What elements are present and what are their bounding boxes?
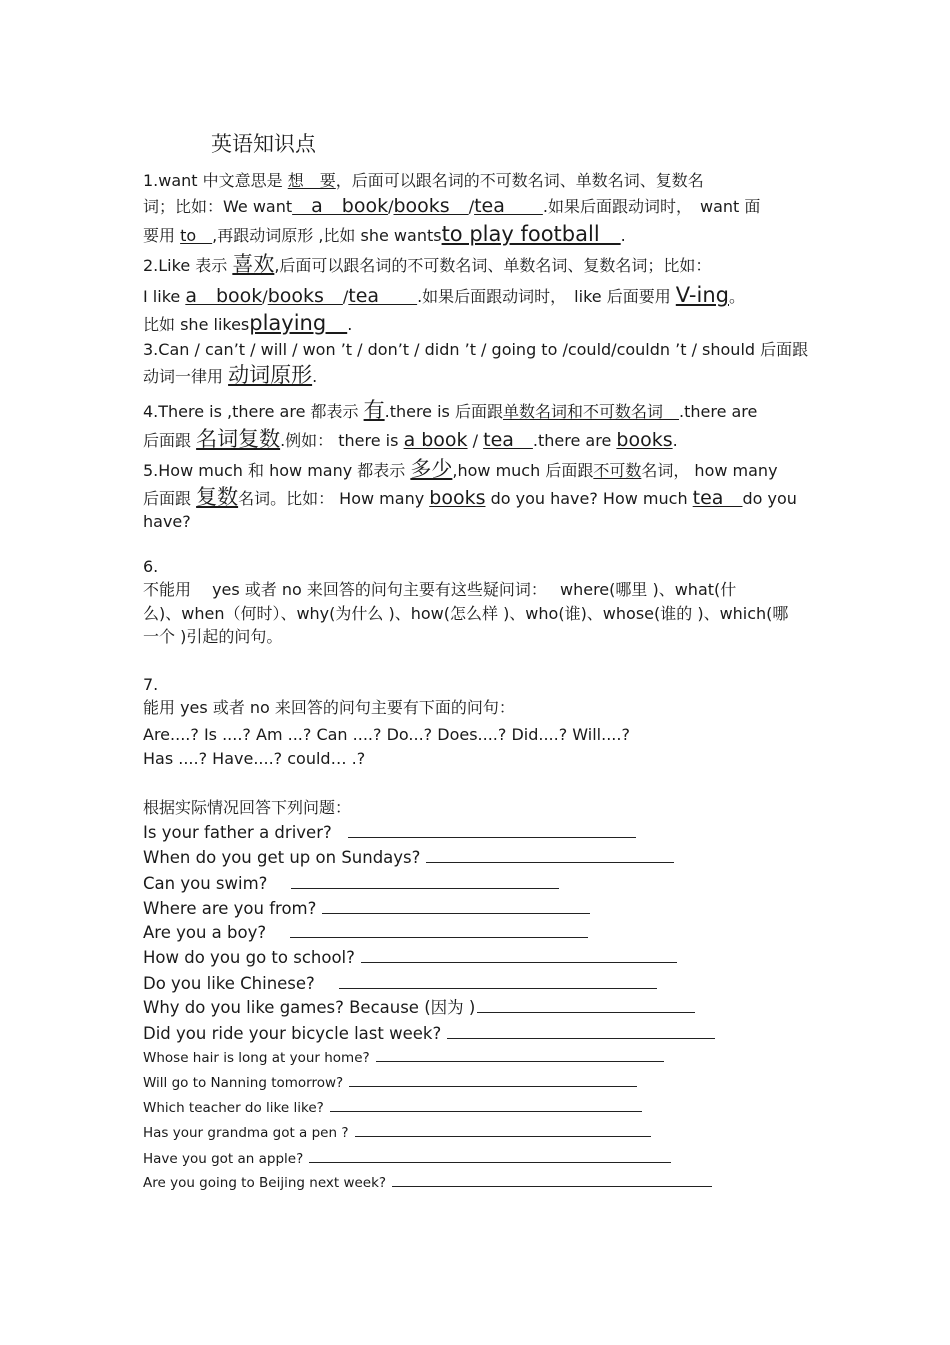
answer: 复数: [196, 485, 239, 509]
answer: 名词复数: [196, 427, 281, 451]
s1-line1: 1.want 中文意思是 想 要，后面可以跟名词的不可数名词、单数名词、复数名: [143, 171, 704, 190]
answer-blank[interactable]: [309, 1150, 671, 1163]
answer-blank[interactable]: [426, 848, 674, 863]
answer: books: [267, 285, 343, 307]
s7-number: 7.: [143, 675, 159, 694]
answer: a book: [185, 285, 263, 307]
s2-line3: 比如 she likesplaying .: [143, 311, 353, 335]
question-row: Why do you like games? Because (因为 ): [143, 998, 695, 1018]
page-title: 英语知识点: [211, 132, 316, 156]
question-row: Did you ride your bicycle last week?: [143, 1024, 715, 1044]
answer-blank[interactable]: [349, 1074, 637, 1087]
answer-blank[interactable]: [376, 1049, 664, 1062]
answer: books: [393, 195, 469, 217]
question-row: Where are you from?: [143, 899, 590, 919]
answer: 多少: [410, 457, 453, 481]
question-row: How do you go to school?: [143, 948, 677, 968]
answer-blank[interactable]: [322, 899, 590, 914]
s2-line1: 2.Like 表示 喜欢,后面可以跟名词的不可数名词、单数名词、复数名词；比如：: [143, 252, 712, 276]
answer: tea: [483, 429, 533, 451]
answer-blank[interactable]: [477, 998, 695, 1013]
answer: 喜欢: [232, 252, 275, 276]
s1-line2: 词；比如：We want a book/books /tea .如果后面跟动词时， want 面: [143, 195, 761, 217]
s3-line2: 动词一律用 动词原形.: [143, 363, 318, 387]
s5-line3: have?: [143, 512, 191, 531]
answer: to play football: [441, 222, 621, 246]
question-row: Is your father a driver?: [143, 823, 636, 843]
s5-line2: 后面跟 复数名词。比如： How many books do you have? How much tea do you: [143, 485, 797, 509]
answer-blank[interactable]: [330, 1099, 642, 1112]
question-row: Have you got an apple?: [143, 1150, 671, 1168]
answer: tea: [692, 487, 743, 509]
answer: 想 要: [287, 171, 336, 190]
answer: a book: [403, 429, 468, 451]
answer: books: [429, 487, 486, 509]
question-row: Will go to Nanning tomorrow?: [143, 1074, 637, 1092]
s5-line1: 5.How much 和 how many 都表示 多少,how much 后面跟不可数名词， how many: [143, 457, 778, 481]
answer: 有: [363, 398, 385, 422]
answer: 动词原形: [228, 363, 313, 387]
answer-blank[interactable]: [447, 1024, 715, 1039]
s7-line2: Are....? Is ....? Am ...? Can ....? Do...? Does....? Did....? Will....?: [143, 725, 630, 744]
exercise-heading: 根据实际情况回答下列问题：: [143, 798, 352, 817]
question-row: When do you get up on Sundays?: [143, 848, 674, 868]
question-row: Do you like Chinese?: [143, 974, 657, 994]
answer-blank[interactable]: [361, 948, 677, 963]
question-row: Which teacher do like like?: [143, 1099, 642, 1117]
s6-line3: 一个 )引起的问句。: [143, 627, 283, 646]
answer: 单数名词和不可数名词: [502, 402, 679, 421]
question-row: Has your grandma got a pen ?: [143, 1124, 651, 1142]
answer-blank[interactable]: [290, 923, 588, 938]
answer: playing: [249, 311, 348, 335]
answer: V-ing: [675, 283, 729, 307]
s6-line1: 不能用 yes 或者 no 来回答的问句主要有这些疑问词： where(哪里 )、what(什: [143, 580, 737, 599]
answer: tea: [474, 195, 543, 217]
answer-blank[interactable]: [339, 974, 657, 989]
s4-line1: 4.There is ,there are 都表示 有.there is 后面跟单数名词和不可数名词 .there are: [143, 398, 758, 422]
answer: a book: [292, 195, 389, 217]
s2-line2: I like a book/books /tea .如果后面跟动词时， like 后面要用 V-ing。: [143, 283, 745, 307]
question-row: Whose hair is long at your home?: [143, 1049, 664, 1067]
s7-line3: Has ....? Have....? could… .?: [143, 749, 366, 768]
question-row: Are you going to Beijing next week?: [143, 1174, 712, 1192]
answer-blank[interactable]: [348, 823, 636, 838]
answer: 不可数: [593, 461, 642, 480]
answer-blank[interactable]: [291, 874, 559, 889]
answer: tea: [348, 285, 418, 307]
s6-number: 6.: [143, 557, 159, 576]
s4-line2: 后面跟 名词复数.例如： there is a book / tea .there are books.: [143, 427, 678, 451]
s1-line3: 要用 to ,再跟动词原形 ,比如 she wantsto play football .: [143, 222, 626, 246]
answer-blank[interactable]: [355, 1124, 651, 1137]
answer: books: [616, 429, 673, 451]
question-row: Are you a boy?: [143, 923, 588, 943]
question-row: Can you swim?: [143, 874, 559, 894]
s6-line2: 么)、when（何时）、why(为什么 )、how(怎么样 )、who(谁)、whose(谁的 )、which(哪: [143, 604, 789, 623]
s7-line1: 能用 yes 或者 no 来回答的问句主要有下面的问句：: [143, 698, 515, 717]
answer-blank[interactable]: [392, 1174, 712, 1187]
answer: to: [180, 226, 213, 245]
s3-line1: 3.Can / can’t / will / won ’t / don’t / didn ’t / going to /could/couldn ’t / should 后面跟: [143, 340, 809, 359]
